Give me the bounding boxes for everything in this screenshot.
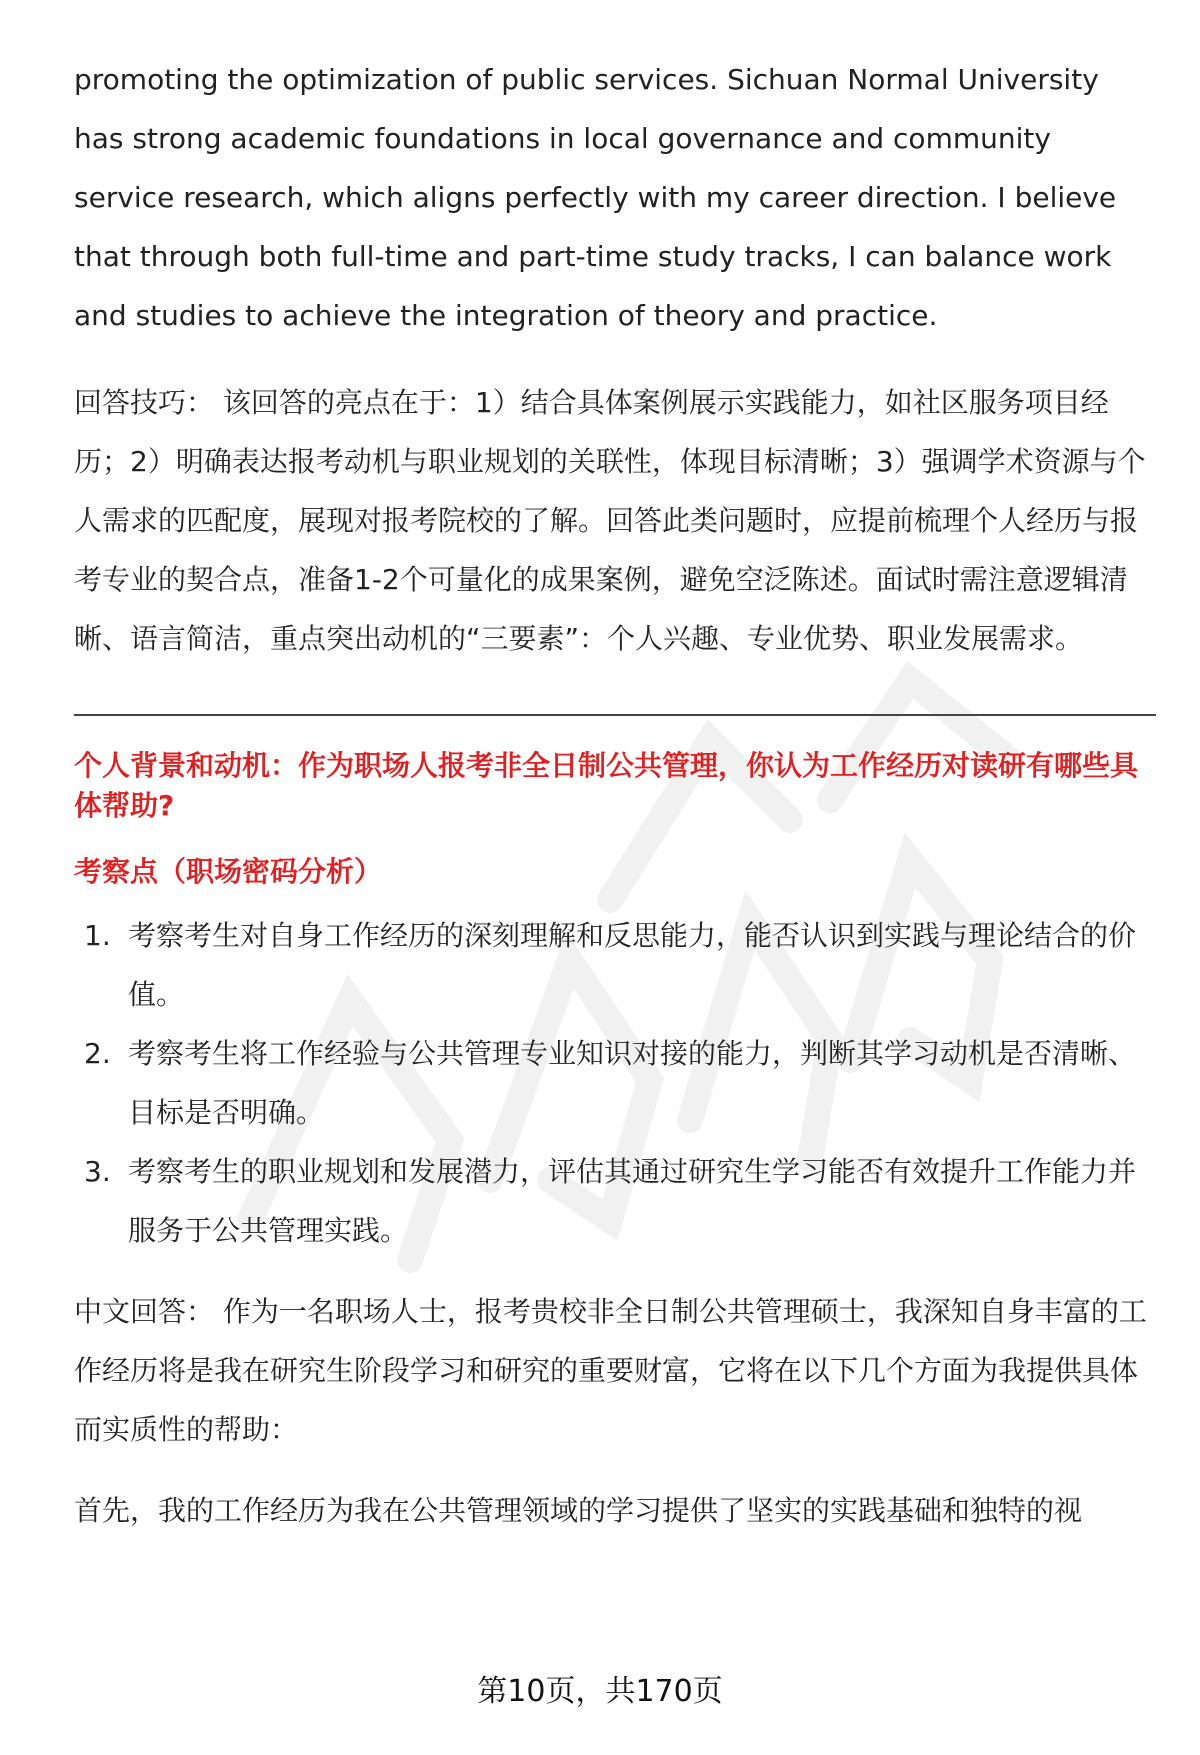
list-item-number: 2. — [84, 1037, 111, 1070]
answer-first-paragraph: 首先，我的工作经历为我在公共管理领域的学习提供了坚实的实践基础和独特的视 — [74, 1494, 1083, 1527]
list-item — [74, 1142, 1156, 1260]
intro-english-paragraph: promoting the optimization of public services. Sichuan Normal University has strong academic foundations in local governance and community service research, which aligns perfectly with my career direction. I believe that through both full-time and part-time study tracks, I can balance work and studies to achieve the integration of theory and practice. — [74, 63, 1117, 332]
chinese-answer-paragraph: 中文回答： 作为一名职场人士，报考贵校非全日制公共管理硕士，我深知自身丰富的工作经历将是我在研究生阶段学习和研究的重要财富，它将在以下几个方面为我提供具体而实质性的帮助： — [74, 1295, 1147, 1446]
question-title: 个人背景和动机：作为职场人报考非全日制公共管理，你认为工作经历对读研有哪些具体帮助? — [74, 749, 1139, 822]
list-item-number: 1. — [84, 919, 111, 952]
list-item-text: 考察考生对自身工作经历的深刻理解和反思能力，能否认识到实践与理论结合的价值。 — [128, 919, 1137, 1011]
list-item — [74, 1024, 1156, 1142]
points-heading: 考察点（职场密码分析） — [74, 855, 383, 888]
list-item-text: 考察考生将工作经验与公共管理专业知识对接的能力，判断其学习动机是否清晰、目标是否明确。 — [128, 1037, 1137, 1129]
list-item — [74, 906, 1156, 1024]
points-list — [74, 906, 1156, 1260]
list-item-text: 考察考生的职业规划和发展潜力，评估其通过研究生学习能否有效提升工作能力并服务于公共管理实践。 — [128, 1155, 1137, 1247]
document-page — [74, 50, 1156, 1540]
list-item-number: 3. — [84, 1155, 111, 1188]
answer-tips-paragraph: 回答技巧： 该回答的亮点在于：1）结合具体案例展示实践能力，如社区服务项目经历；2）明确表达报考动机与职业规划的关联性，体现目标清晰；3）强调学术资源与个人需求的匹配度，展现对报考院校的了解。回答此类问题时，应提前梳理个人经历与报考专业的契合点，准备1-2个可量化的成果案例，避免空泛陈述。面试时需注意逻辑清晰、语言简洁，重点突出动机的“三要素”：个人兴趣、专业优势、职业发展需求。 — [74, 386, 1146, 655]
page-footer: 第10页，共170页 — [477, 1674, 723, 1709]
section-divider — [74, 714, 1156, 716]
